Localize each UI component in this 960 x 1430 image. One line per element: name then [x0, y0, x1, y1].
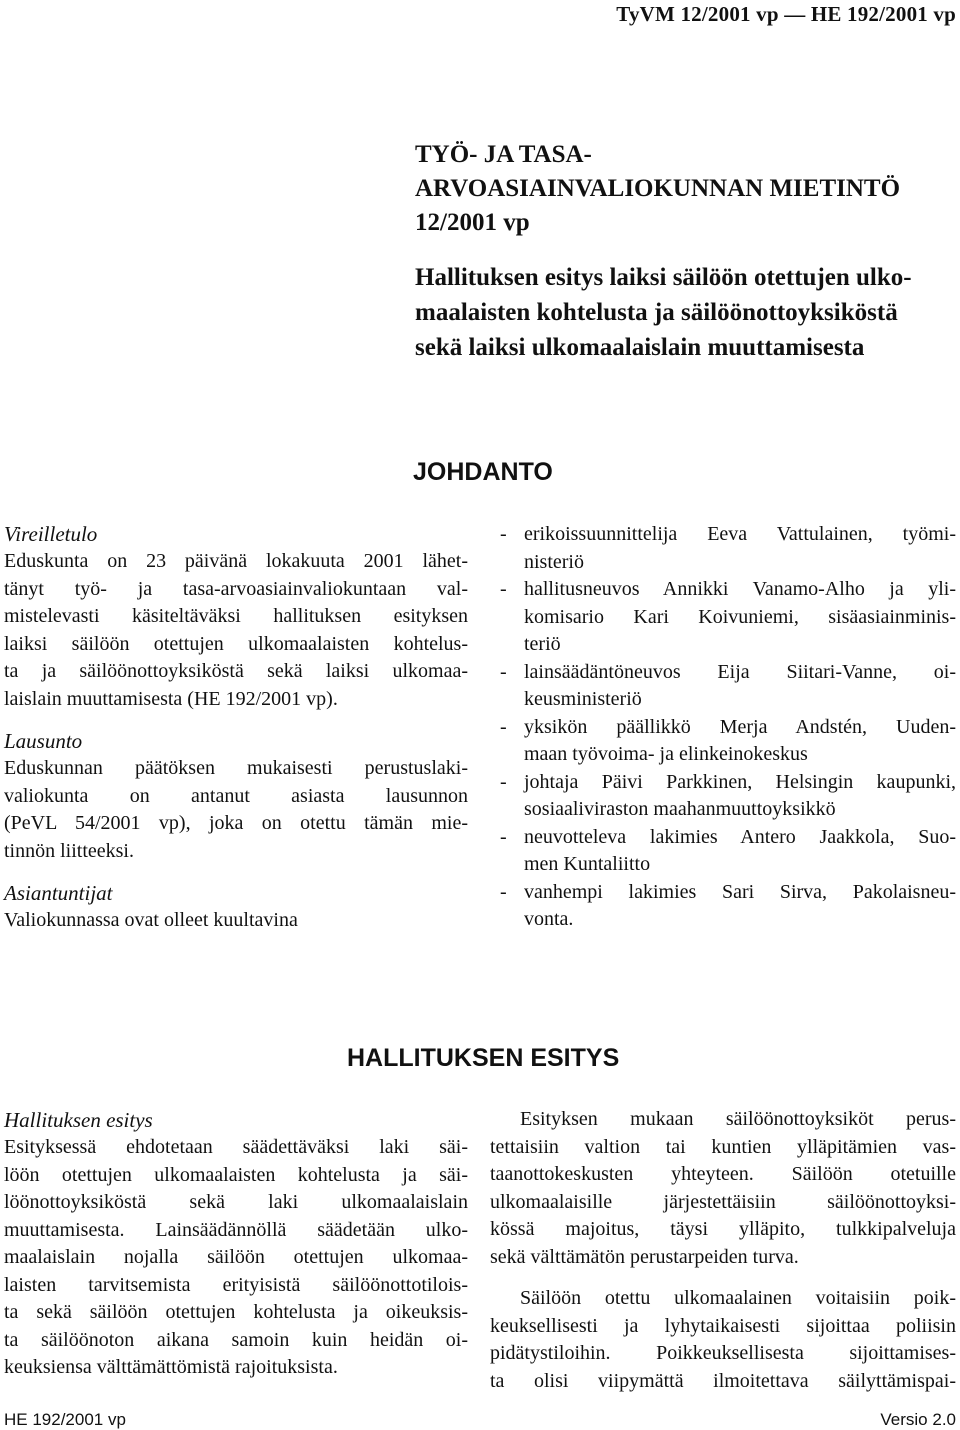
text-line: mistelevasti käsiteltäväksi hallituksen esityksen: [4, 605, 468, 627]
list-dash: -: [500, 660, 507, 683]
text-line: maan työvoima- ja elinkeinokeskus: [524, 743, 808, 765]
text-line: hallitusneuvos Annikki Vanamo-Alho ja yli-: [524, 578, 956, 600]
report-title: [415, 138, 955, 240]
footer-document-id: HE 192/2001 vp: [4, 1410, 126, 1429]
document-reference-header: TyVM 12/2001 vp — HE 192/2001 vp: [616, 2, 956, 26]
text-line: Esityksen mukaan säilöönottoyksiköt perus-: [520, 1108, 956, 1130]
text-line: keuksellisesti ja lyhytaikaisesti sijoittaa poliisin: [490, 1314, 956, 1337]
report-subject-line: sekä laiksi ulkomaalaislain muuttamisesta: [415, 334, 865, 361]
report-subject-line: maalaisten kohtelusta ja säilöönottoyksiköstä: [415, 299, 898, 326]
expert-list-item: [490, 714, 956, 769]
experts-list: [490, 521, 956, 934]
expert-list-item: [490, 576, 956, 659]
report-title-line: ARVOASIAINVALIOKUNNAN MIETINTÖ: [415, 175, 901, 202]
text-line: Eduskunnan päätöksen mukaisesti perustuslaki-: [4, 757, 468, 779]
text-line: taanottokeskusten yhteyteen. Säilöön otetuille: [490, 1163, 956, 1185]
text-line: tänyt työ- ja tasa-arvoasiainvaliokuntaan val-: [4, 577, 468, 600]
expert-list-item: [490, 824, 956, 879]
text-line: pidätystiloihin. Poikkeuksellisesta sijoittamises-: [490, 1342, 956, 1364]
text-line: ta sekä säilöön otettujen kohtelusta ja oikeuksis-: [4, 1301, 468, 1323]
list-dash: -: [500, 578, 507, 600]
list-dash: -: [500, 825, 507, 848]
text-line: kössä majoitus, täysi ylläpito, tulkkipalveluja: [490, 1218, 956, 1240]
report-subject-line: Hallituksen esitys laiksi säilöön otettujen ulko-: [415, 264, 912, 291]
hallituksen-esitys-right-column: [490, 1106, 956, 1395]
expert-list-item: [490, 521, 956, 576]
text-line: Säilöön otettu ulkomaalainen voitaisiin poik-: [520, 1287, 956, 1309]
hallituksen-esitys-heading: HALLITUKSEN ESITYS: [347, 1044, 620, 1072]
johdanto-heading: JOHDANTO: [413, 458, 553, 486]
asiantuntijat-heading: Asiantuntijat: [4, 881, 113, 905]
text-line: men Kuntaliitto: [524, 853, 651, 875]
vireilletulo-heading: Vireilletulo: [4, 522, 98, 546]
report-subject: [415, 260, 955, 365]
list-dash: -: [500, 715, 507, 738]
hallituksen-esitys-paragraph: [4, 1134, 468, 1382]
text-line: tinnön liitteeksi.: [4, 839, 134, 862]
text-line: vonta.: [524, 908, 574, 930]
text-line: yksikön päällikkö Merja Andstén, Uuden-: [524, 715, 956, 738]
text-line: laislain muuttamisesta (HE 192/2001 vp).: [4, 687, 338, 710]
text-line: ta olisi viipymättä ilmoitettava säilyttämispai-: [490, 1369, 956, 1392]
text-line: maalaislain nojalla säilöön otettujen ulkomaa-: [4, 1246, 468, 1268]
johdanto-left-column: [4, 520, 468, 935]
text-line: muuttamisesta. Lainsäädännöllä säädetään ulko-: [4, 1218, 468, 1241]
text-line: ta ja säilöönottoyksiköstä sekä laiksi ulkomaa-: [4, 660, 468, 682]
report-title-line: 12/2001 vp: [415, 209, 530, 236]
text-line: keusministeriö: [524, 688, 642, 710]
text-line: löön otettujen ulkomaalaisten kohtelusta ja säi-: [4, 1163, 468, 1186]
text-line: löönottoyksiköstä sekä laki ulkomaalaislain: [4, 1191, 468, 1213]
text-line: tettaisiin valtion tai kuntien ylläpitämien vas-: [490, 1135, 956, 1158]
expert-list-item: [490, 659, 956, 714]
text-line: sosiaaliviraston maahanmuuttoyksikkö: [524, 798, 836, 820]
text-line: nisteriö: [524, 550, 584, 573]
text-line: Eduskunta on 23 päivänä lokakuuta 2001 lähet-: [4, 550, 468, 572]
hallituksen-esitys-right-paragraph-1: [490, 1106, 956, 1271]
list-dash: -: [500, 770, 507, 793]
text-line: keuksiensa välttämättömistä rajoituksista.: [4, 1356, 338, 1378]
text-line: laiksi säilöön otettujen ulkomaalaisten kohtelus-: [4, 632, 468, 655]
text-line: sekä välttämätön perustarpeiden turva.: [490, 1245, 799, 1268]
text-line: lainsäädäntöneuvos Eija Siitari-Vanne, oi-: [524, 660, 956, 683]
hallituksen-esitys-right-paragraph-2: [490, 1285, 956, 1395]
text-line: neuvotteleva lakimies Antero Jaakkola, Suo-: [524, 825, 956, 848]
lausunto-paragraph: [4, 755, 468, 865]
text-line: valiokunta on antanut asiasta lausunnon: [4, 784, 468, 807]
text-line: ta säilöönoton aikana samoin kuin heidän oi-: [4, 1328, 468, 1351]
text-line: (PeVL 54/2001 vp), joka on otettu tämän mie-: [4, 812, 468, 834]
report-title-line: TYÖ- JA TASA-: [415, 141, 592, 168]
vireilletulo-paragraph: [4, 548, 468, 713]
text-line: johtaja Päivi Parkkinen, Helsingin kaupunki,: [524, 770, 956, 793]
text-line: Esityksessä ehdotetaan säädettäväksi laki säi-: [4, 1136, 468, 1158]
expert-list-item: [490, 879, 956, 934]
text-line: komisario Kari Koivuniemi, sisäasiainminis-: [524, 605, 956, 628]
expert-list-item: [490, 769, 956, 824]
lausunto-heading: Lausunto: [4, 729, 83, 753]
hallituksen-esitys-subheading: Hallituksen esitys: [4, 1108, 153, 1132]
list-dash: -: [500, 523, 507, 545]
list-dash: -: [500, 880, 507, 903]
asiantuntijat-intro: Valiokunnassa ovat olleet kuultavina: [4, 909, 298, 931]
text-line: vanhempi lakimies Sari Sirva, Pakolaisneu-: [524, 880, 956, 903]
hallituksen-esitys-left-column: [4, 1106, 468, 1382]
footer-version: Versio 2.0: [880, 1410, 956, 1429]
text-line: teriö: [524, 633, 561, 655]
text-line: erikoissuunnittelija Eeva Vattulainen, työmi-: [524, 523, 956, 545]
text-line: ulkomaalaisille järjestettäisiin säilöönottoyksi-: [490, 1190, 956, 1213]
text-line: laisten tarvitsemista erityisistä säilöönottotilois-: [4, 1273, 468, 1296]
